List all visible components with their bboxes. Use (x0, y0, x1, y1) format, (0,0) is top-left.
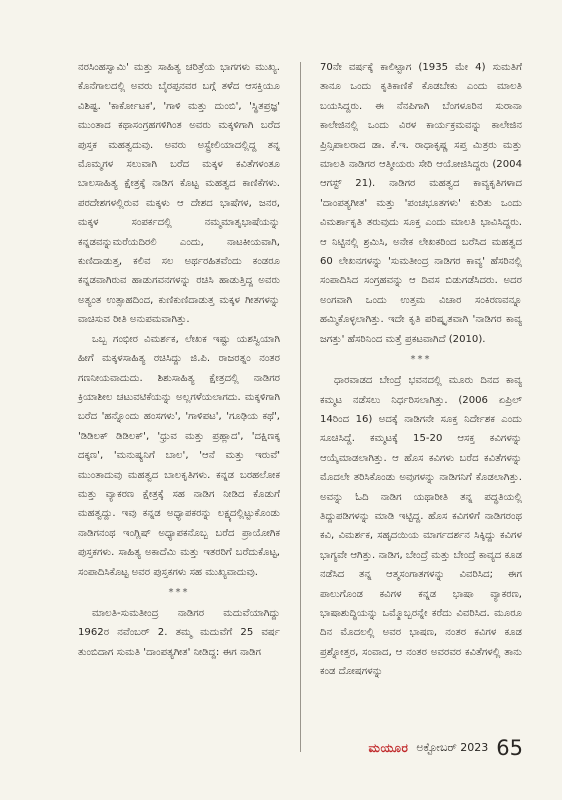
right-column (320, 58, 522, 682)
section-separator: *** (410, 354, 432, 366)
paragraph: ನರಸಿಂಹಸ್ವಾಮಿ' ಮತ್ತು ಸಾಹಿತ್ಯ ಚರಿತ್ರೆಯ ಭಾಗಗಳು ಮುಖ್ಯ. ಕೊನೆಗಾಲದಲ್ಲಿ ಅವರು ಬೈರಪ್ಪನವರ ಬಗ್ಗೆ ತಳೆದ ಆಸಕ್ತಿಯೂ ವಿಶಿಷ್ಟ. 'ಕಾರ್ಕೋಟಕ', 'ಗಾಳಿ ಮತ್ತು ದುಂಬಿ', 'ಸ್ಥಿತಪ್ರಜ್ಞ' ಮುಂತಾದ ಕಥಾಸಂಗ್ರಹಗಳಿಗಿಂತ ಅವರು ಮಕ್ಕಳಿಗಾಗಿ ಬರೆದ ಪುಸ್ತಕ ಮಹತ್ವದುವು. ಅವರು ಅಸ್ಟ್ರೇಲಿಯಾದಲ್ಲಿದ್ದ ತನ್ನ ಮೊಮ್ಮಗಳ ಸಲುವಾಗಿ ಬರೆದ ಮಕ್ಕಳ ಕವಿತೆಗಳಂತೂ ಬಾಲಸಾಹಿತ್ಯ ಕ್ಷೇತ್ರಕ್ಕೆ ನಾಡಿಗ ಕೊಟ್ಟ ಮಹತ್ವದ ಕಾಣಿಕೆಗಳು. ಪರದೇಶಗಳಲ್ಲಿರುವ ಮಕ್ಕಳು ಆ ದೇಶದ ಭಾಷೆಗಳ, ಜನರ, ಮಕ್ಕಳ ಸಂಪರ್ಕದಲ್ಲಿ ನಮ್ಮಮಾತೃಭಾಷೆಯನ್ನು ಕನ್ನಡವನ್ನುಮರೆಯದಿರಲಿ ಎಂದು, ನಾಟಕೀಯವಾಗಿ, ಕುಣಿದಾಡುತ್ತ, ಕಲಿವ ಸಲ ಅರ್ಥರಹಿತವೆಂದು ಕಂಡರೂ ಕನ್ನಡವಾಗಿರುವ ಹಾಡುಗವನಗಳನ್ನು ರಚಿಸಿ ಹಾಡುತ್ತಿದ್ದ ಅವರು ಅತ್ಯಂತ ಉತ್ಸಾಹದಿಂದ, ಕುಣಿಕುಣಿದಾಡುತ್ತ ಮಕ್ಕಳ ಗೀತಗಳನ್ನು ವಾಚಿಸುವ ರೀತಿ ಅನುಪಮವಾಗಿತ್ತು. (78, 62, 280, 326)
paragraph: ಮಾಲತಿ-ಸುಮತೀಂದ್ರ ನಾಡಿಗರ ಮದುವೆಯಾಗಿದ್ದು 1962ರ ನವೆಂಬರ್ 2. ತಮ್ಮ ಮದುವೆಗೆ 25 ವರ್ಷ ತುಂಬಿದಾಗ ಸುಮತಿ 'ದಾಂಪತ್ಯಗೀತ' ನೀಡಿದ್ದ: ಈಗ ನಾಡಿಗ (78, 607, 280, 658)
page-body (78, 58, 522, 762)
paragraph: ಧಾರವಾಡದ ಬೇಂದ್ರೆ ಭವನದಲ್ಲಿ ಮೂರು ದಿನದ ಕಾವ್ಯ ಕಮ್ಮಟ ನಡೆಸಲು ನಿರ್ಧರಿಸಲಾಗಿತ್ತು. (2006 ಏಪ್ರಿಲ್ 14ರಿಂದ 16) ಅದಕ್ಕೆ ನಾಡಿಗನೇ ಸೂಕ್ತ ನಿರ್ದೇಶಕ ಎಂದು ಸೂಚಿಸಿದ್ದೆ. ಕಮ್ಮಟಕ್ಕೆ 15-20 ಆಸಕ್ತ ಕವಿಗಳನ್ನು ಆಯ್ಕೆಮಾಡಲಾಗಿತ್ತು. ಆ ಹೊಸ ಕವಿಗಳು ಬರೆದ ಕವಿತೆಗಳನ್ನು ಮೊದಲೇ ತರಿಸಿಕೊಂಡು ಅವುಗಳನ್ನು ನಾಡಿಗನಿಗೆ ಕೊಡಲಾಗಿತ್ತು. ಅವನ್ನು ಓದಿ ನಾಡಿಗ ಯಥಾರೀತಿ ತನ್ನ ಪದ್ಧತಿಯಲ್ಲಿ ತಿದ್ದುಪಡಿಗಳನ್ನು ಮಾಡಿ ಇಟ್ಟಿದ್ದ. ಹೊಸ ಕವಿಗಳಿಗೆ ನಾಡಿಗರಂಥ ಕವಿ, ವಿಮರ್ಶಕ, ಸಹೃದಯಿಯ ಮಾರ್ಗದರ್ಶನ ಸಿಕ್ಕಿದ್ದು ಕವಿಗಳ ಭಾಗ್ಯವೇ ಆಗಿತ್ತು. ನಾಡಿಗ, ಬೇಂದ್ರೆ ಮತ್ತು ಬೇಂದ್ರೆ ಕಾವ್ಯದ ಕೂಡ ನಡೆಸಿದ ತನ್ನ ಆತ್ಮಸಂಗಾತಗಳನ್ನು ವಿವರಿಸಿದ; ಈಗ ಪಾಲುಗೊಂಡ ಕವಿಗಳ ಕನ್ನಡ ಭಾಷಾ ವ್ಯಾಕರಣ, ಭಾಷಾಶುದ್ಧಿಯನ್ನು ಒಮ್ಮೊಬ್ಬರನ್ನೇ ಕರೆದು ವಿವರಿಸಿದ. ಮೂರೂ ದಿನ ಮೊದಲಲ್ಲಿ ಅವರ ಭಾಷಣ, ನಂತರ ಕವಿಗಳ ಕೂಡ ಪ್ರಶ್ನೋತ್ತರ, ಸಂವಾದ, ಆ ನಂತರ ಅವರವರ ಕವಿತೆಗಳಲ್ಲಿ ತಾನು ಕಂಡ ದೋಷಗಳನ್ನು (320, 375, 522, 678)
magazine-logo: ಮಯೂರ (368, 740, 409, 755)
paragraph: ಒಬ್ಬ ಗಂಭೀರ ವಿಮರ್ಶಕ, ಲೇಖಕ ಇಷ್ಟು ಯಶಸ್ವಿಯಾಗಿ ಹೀಗೆ ಮಕ್ಕಳಸಾಹಿತ್ಯ ರಚಿಸಿದ್ದು ಜಿ.ಪಿ. ರಾಜರತ್ನಂ ನಂತರ ಗಣನೀಯವಾದುದು. ಶಿಶುಸಾಹಿತ್ಯ ಕ್ಷೇತ್ರದಲ್ಲಿ ನಾಡಿಗರ ಕ್ರಿಯಾಶೀಲ ಚಟುವಟಿಕೆಯನ್ನು ಅಲ್ಲಗಳೆಯಲಾಗದು. ಮಕ್ಕಳಿಗಾಗಿ ಬರೆದ 'ಹನ್ನೊಂದು ಹಂಸಗಳು', 'ಗಾಳಿಪಟ', 'ಗೂಢಿಯ ಕಥೆ', 'ಡಿಡಿಲಕ್ ಡಿಡಿಲಕ್', 'ಧ್ರುವ ಮತ್ತು ಪ್ರಹ್ಲಾದ', 'ದಕ್ಷಿಣಕ್ಕ ದಕ್ಕಣ', 'ಮನುಷ್ಯನಿಗೆ ಬಾಲ', 'ಆನೆ ಮತ್ತು ಇರುವೆ' ಮುಂತಾದುವು ಮಹತ್ವದ ಬಾಲಕೃತಿಗಳು. ಕನ್ನಡ ಬರಹಲೋಕ ಮತ್ತು ವ್ಯಾಕರಣ ಕ್ಷೇತ್ರಕ್ಕೆ ಸಹ ನಾಡಿಗ ನೀಡಿದ ಕೊಡುಗೆ ಮಹತ್ವದ್ದು. ಇವು ಕನ್ನಡ ಅಧ್ಯಾಪಕರನ್ನು ಲಕ್ಷ್ಯದಲ್ಲಿಟ್ಟುಕೊಂಡು ನಾಡಿಗನಂಥ ಇಂಗ್ಲಿಷ್ ಅಧ್ಯಾಪಕನೊಬ್ಬ ಬರೆದ ಪ್ರಾಯೋಗಿಕ ಪುಸ್ತಕಗಳು. ಸಾಹಿತ್ಯ ಅಕಾದೆಮಿ ಮತ್ತು ಇತರರಿಗೆ ಬರೆದುಕೊಟ್ಟ, ಸಂಪಾದಿಸಿಕೊಟ್ಟ ಅವರ ಪುಸ್ತಕಗಳು ಸಹ ಮುಖ್ಯವಾದುವು. (78, 333, 280, 578)
page-number: 65 (496, 736, 523, 760)
column-divider (300, 62, 301, 752)
section-separator: *** (168, 586, 190, 598)
paragraph: 70ನೇ ವರ್ಷಕ್ಕೆ ಕಾಲಿಟ್ಟಾಗ (1935 ಮೇ 4) ಸುಮತಿಗೆ ತಾನೂ ಒಂದು ಕೃತಿಕಾಣಿಕೆ ಕೊಡಬೇಕು ಎಂದು ಮಾಲತಿ ಬಯಸಿದ್ದರು. ಈ ನೆನಪಿಗಾಗಿ ಬೆಂಗಳೂರಿನ ಸುರಾನಾ ಕಾಲೇಜಿನಲ್ಲಿ ಒಂದು ವಿರಳ ಕಾರ್ಯಕ್ರಮವನ್ನು ಕಾಲೇಜಿನ ಪ್ರಿನ್ಸಿಪಾಲರಾದ ಡಾ. ಕೆ.ಇ. ರಾಧಾಕೃಷ್ಣ ಸಪ್ತ ಮಿತ್ರರು ಮತ್ತು ಮಾಲತಿ ನಾಡಿಗರ ಆತ್ಮೀಯರು ಸೇರಿ ಆಯೋಜಿಸಿದ್ದರು (2004 ಆಗಸ್ಟ್ 21). ನಾಡಿಗರ ಮಹತ್ವದ ಕಾವ್ಯಕೃತಿಗಳಾದ 'ದಾಂಪತ್ಯಗೀತ' ಮತ್ತು 'ಪಂಚಭೂತಗಳು' ಕುರಿತು ಒಂದು ವಿಮರ್ಶಾಕೃತಿ ತರುವುದು ಸೂಕ್ತ ಎಂದು ಮಾಲತಿ ಭಾವಿಸಿದ್ದರು. ಆ ನಿಟ್ಟಿನಲ್ಲಿ ಶ್ರಮಿಸಿ, ಅನೇಕ ಲೇಖಕರಿಂದ ಬರೆಸಿದ ಮಹತ್ವದ 60 ಲೇಖನಗಳನ್ನು 'ಸುಮತೀಂದ್ರ ನಾಡಿಗರ ಕಾವ್ಯ' ಹೆಸರಿನಲ್ಲಿ ಸಂಪಾದಿಸಿದ ಸಂಗ್ರಹವನ್ನು ಆ ದಿವಸ ಬಿಡುಗಡೆಸಿದರು. ಅದರ ಅಂಗವಾಗಿ ಒಂದು ಉತ್ತಮ ವಿಚಾರ ಸಂಕಿರಣವನ್ನೂ ಹಮ್ಮಿಕೊಳ್ಳಲಾಗಿತ್ತು. ಇದೇ ಕೃತಿ ಪರಿಷ್ಕೃತವಾಗಿ 'ನಾಡಿಗರ ಕಾವ್ಯ ಜಗತ್ತು' ಹೆಸರಿನಿಂದ ಮತ್ತೆ ಪ್ರಕಟವಾಗಿದೆ (2010). (320, 62, 522, 345)
left-column (78, 58, 280, 662)
issue-date: ಅಕ್ಟೋಬರ್ 2023 (416, 741, 489, 754)
page-footer (353, 734, 523, 762)
